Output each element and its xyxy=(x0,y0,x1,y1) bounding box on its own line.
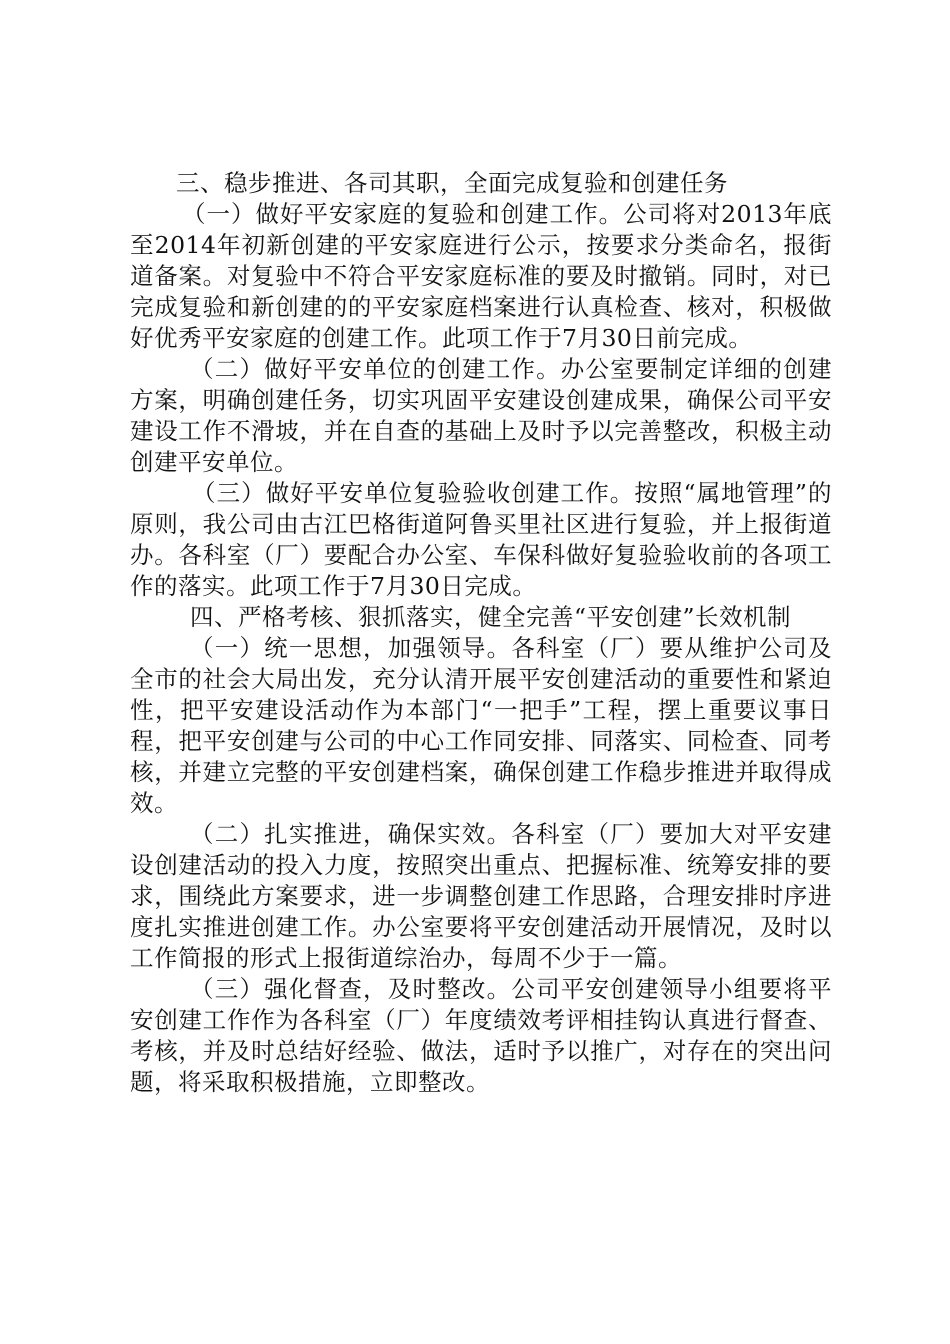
paragraph-4-3: （三）强化督查，及时整改。公司平安创建领导小组要将平安创建工作作为各科室（厂）年度绩效考评相挂钩认真进行督查、考核，并及时总结好经验、做法，适时予以推广，对存在的突出问题，将采取积极措施，立即整改。 xyxy=(130,975,832,1096)
paragraph-3-1: （一）做好平安家庭的复验和创建工作。公司将对2013年底至2014年初新创建的平安家庭进行公示，按要求分类命名，报街道备案。对复验中不符合平安家庭标准的要及时撤销。同时，对已完成复验和新创建的的平安家庭档案进行认真检查、核对，积极做好优秀平安家庭的创建工作。此项工作于7月30日前完成。 xyxy=(130,200,832,352)
document-body xyxy=(130,168,832,1098)
paragraph-4-2: （二）扎实推进，确保实效。各科室（厂）要加大对平安建设创建活动的投入力度，按照突出重点、把握标准、统筹安排的要求，围绕此方案要求，进一步调整创建工作思路，合理安排时序进度扎实推进创建工作。办公室要将平安创建活动开展情况，及时以工作简报的形式上报街道综治办，每周不少于一篇。 xyxy=(130,820,832,972)
section-heading-3: 三、稳步推进、各司其职，全面完成复验和创建任务 xyxy=(176,169,728,197)
paragraph-3-2: （二）做好平安单位的创建工作。办公室要制定详细的创建方案，明确创建任务，切实巩固平安建设创建成果，确保公司平安建设工作不滑坡，并在自查的基础上及时予以完善整改，积极主动创建平安单位。 xyxy=(130,355,832,476)
paragraph-4-1: （一）统一思想，加强领导。各科室（厂）要从维护公司及全市的社会大局出发，充分认清开展平安创建活动的重要性和紧迫性，把平安建设活动作为本部门“一把手”工程，摆上重要议事日程，把平安创建与公司的中心工作同安排、同落实、同检查、同考核，并建立完整的平安创建档案，确保创建工作稳步推进并取得成效。 xyxy=(130,634,832,817)
section-heading-4: 四、严格考核、狠抓落实，健全完善“平安创建”长效机制 xyxy=(190,603,792,631)
paragraph-3-3: （三）做好平安单位复验验收创建工作。按照“属地管理”的原则，我公司由古江巴格街道阿鲁买里社区进行复验，并上报街道办。各科室（厂）要配合办公室、车保科做好复验验收前的各项工作的落实。此项工作于7月30日完成。 xyxy=(130,479,832,600)
